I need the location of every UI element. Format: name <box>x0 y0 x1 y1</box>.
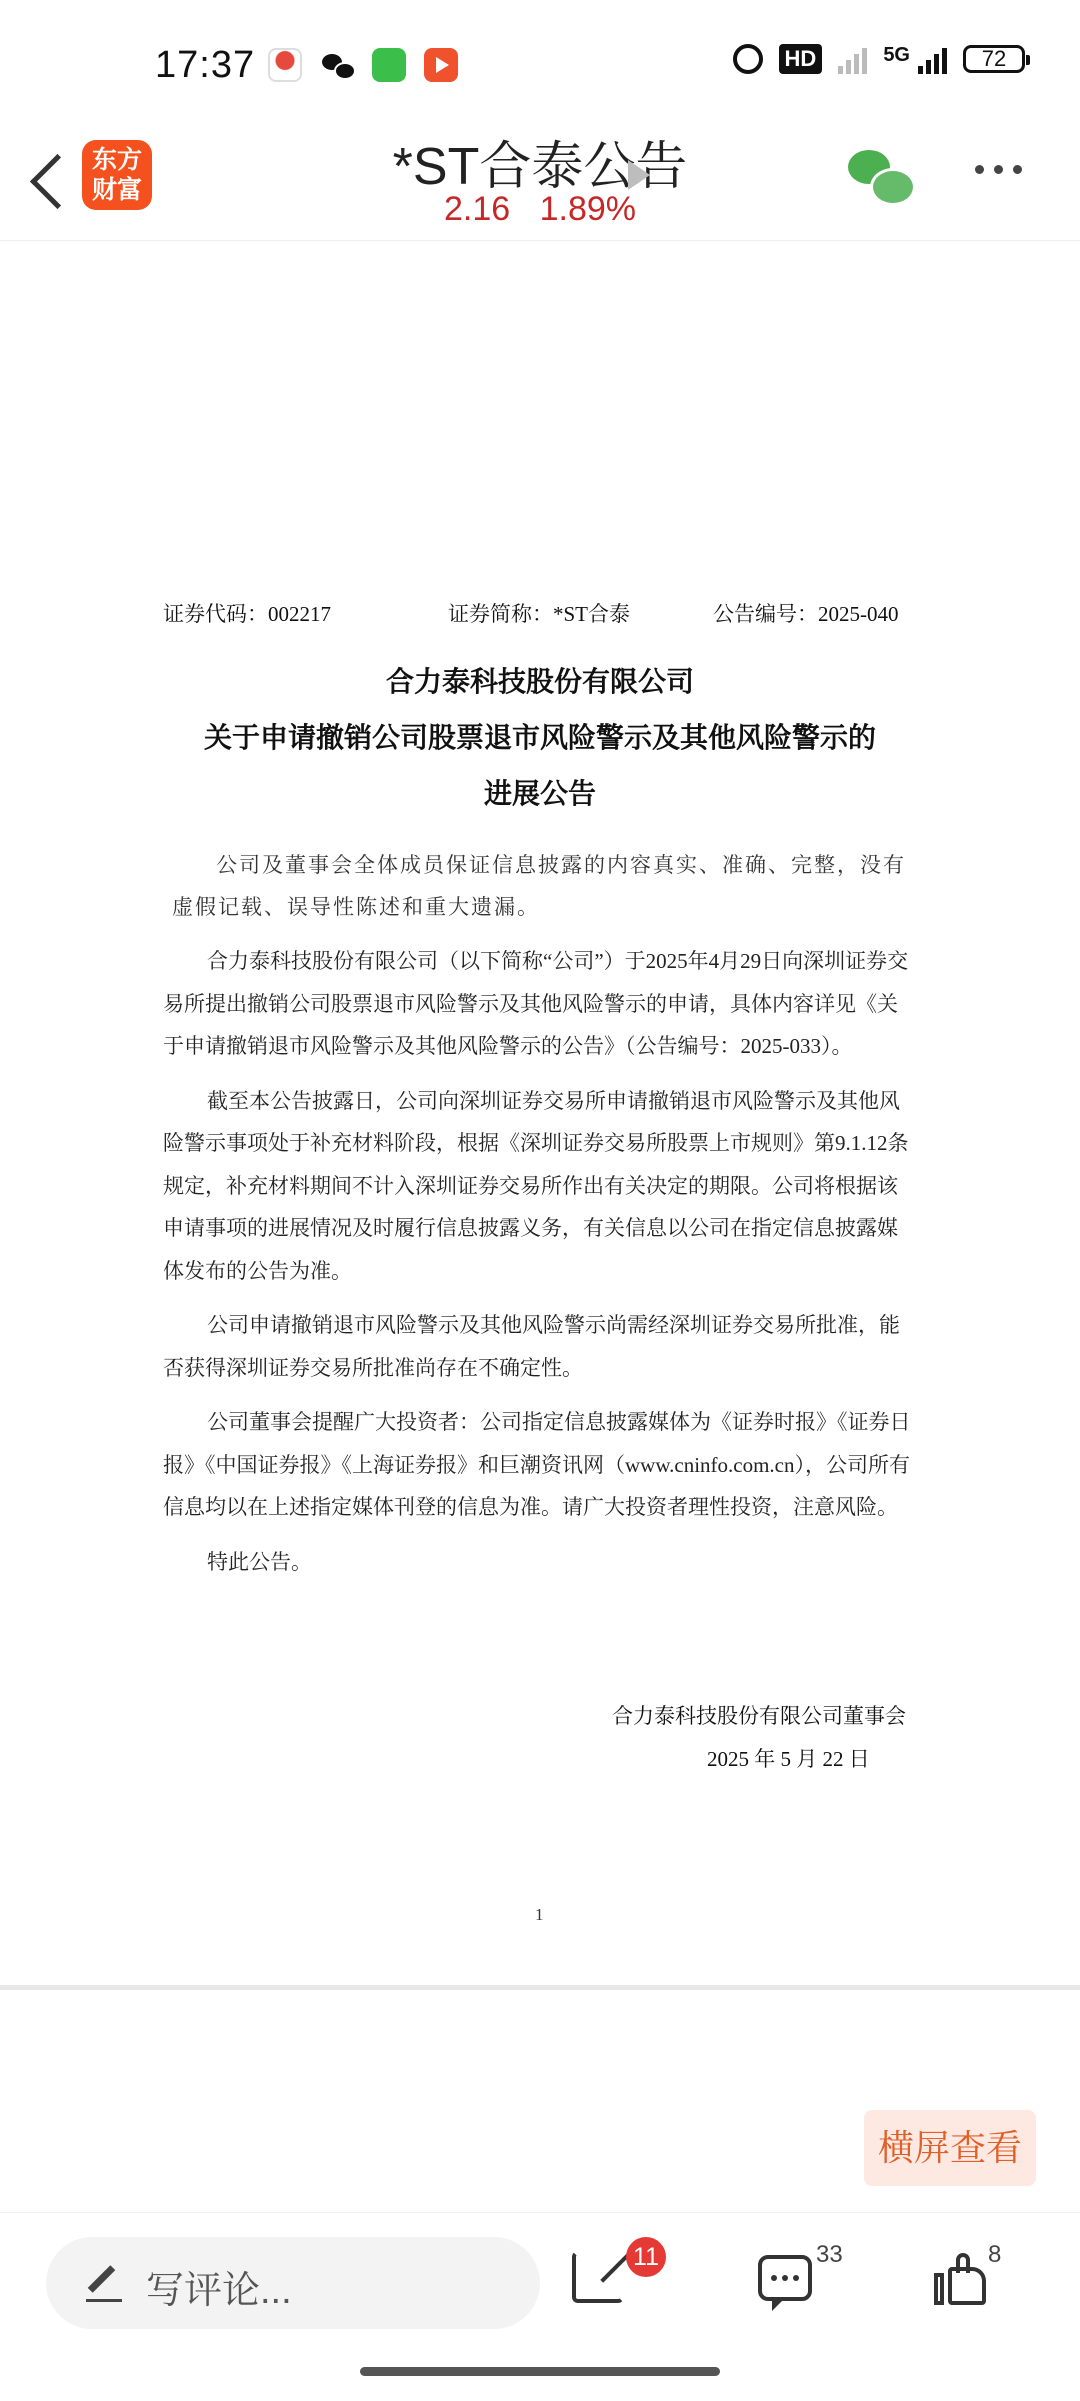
document-title-line3: 进展公告 <box>483 777 596 810</box>
notice-number: 公告编号：2025-040 <box>713 602 899 626</box>
security-short-name: 证券简称：*ST合泰 <box>448 602 631 626</box>
network-type: 5G <box>883 44 910 66</box>
wechat-icon <box>320 48 354 82</box>
signal-icon-sim2 <box>918 44 947 74</box>
body-paragraph: 公司董事会提醒广大投资者：公司指定信息披露媒体为《证券时报》《证券日报》《中国证券报》《上海证券报》和巨潮资讯网（www.cninfo.com.cn），公司所有信息均以在上述指定媒体刊登的信息为准。请广大投资者理性投资，注意风险。 <box>163 1410 911 1519</box>
top-nav <box>0 130 1080 241</box>
page-number: 1 <box>535 1905 544 1924</box>
like-count: 8 <box>988 2241 1002 2268</box>
play-icon[interactable] <box>628 160 650 190</box>
like-icon[interactable] <box>934 2253 988 2305</box>
status-time: 17:37 <box>155 44 256 86</box>
divider <box>0 1985 1080 1990</box>
signal-icon-sim1 <box>838 44 867 74</box>
share-count-badge: 11 <box>626 2237 666 2277</box>
board-statement <box>172 844 912 928</box>
comment-icon[interactable] <box>758 2255 812 2301</box>
pen-icon <box>86 2265 122 2301</box>
alarm-icon <box>733 44 763 74</box>
body-paragraph: 截至本公告披露日，公司向深圳证券交易所申请撤销退市风险警示及其他风险警示事项处于补充材料阶段，根据《深圳证券交易所股票上市规则》第9.1.12条规定，补充材料期间不计入深圳证券交易所作出有关决定的期限。公司将根据该申请事项的进展情况及时履行信息披露义务，有关信息以公司在指定信息披露媒体发布的公告为准。 <box>163 1088 909 1283</box>
body-paragraph-closing: 特此公告。 <box>207 1549 312 1574</box>
share-icon[interactable] <box>572 2251 624 2303</box>
notification-icons <box>268 48 458 82</box>
system-icons <box>733 44 1025 74</box>
document-title-company: 合力泰科技股份有限公司 <box>385 665 694 698</box>
announcement-document <box>0 240 1080 1985</box>
home-indicator[interactable] <box>360 2367 720 2376</box>
stock-price: 2.16 <box>443 190 511 228</box>
page-title: *ST合泰公告 <box>392 138 688 196</box>
video-icon <box>424 48 458 82</box>
comment-input[interactable] <box>46 2237 540 2329</box>
landscape-view-button[interactable]: 横屏查看 <box>864 2110 1036 2186</box>
stock-change: 1.89% <box>539 190 637 228</box>
body-paragraph: 合力泰科技股份有限公司（以下简称“公司”）于2025年4月29日向深圳证券交易所提出撤销公司股票退市风险警示及其他风险警示的申请，具体内容详见《关于申请撤销退市风险警示及其他风险警示的公告》（公告编号：2025-033）。 <box>163 949 909 1058</box>
board-statement-text: 公司及董事会全体成员保证信息披露的内容真实、准确、完整，没有虚假记载、误导性陈述和重大遗漏。 <box>172 853 906 919</box>
message-icon <box>372 48 406 82</box>
document-date: 2025 年 5 月 22 日 <box>707 1747 870 1771</box>
logo-text-2: 财富 <box>91 176 142 204</box>
security-code: 证券代码：002217 <box>163 602 331 626</box>
hd-icon: HD <box>779 44 823 74</box>
more-options-button[interactable] <box>975 165 1035 179</box>
stock-quote[interactable] <box>0 190 1080 229</box>
document-title-line2: 关于申请撤销公司股票退市风险警示及其他风险警示的 <box>203 721 876 754</box>
map-icon <box>268 48 302 82</box>
body-paragraph: 公司申请撤销退市风险警示及其他风险警示尚需经深圳证券交易所批准，能否获得深圳证券交易所批准尚存在不确定性。 <box>163 1313 900 1380</box>
document-body <box>163 940 915 1595</box>
comment-count: 33 <box>816 2241 843 2268</box>
battery-icon: 72 <box>963 45 1025 73</box>
signature: 合力泰科技股份有限公司董事会 <box>612 1704 906 1728</box>
comment-placeholder: 写评论... <box>146 2270 292 2312</box>
status-bar <box>0 0 1080 130</box>
logo-text-1: 东方 <box>91 146 142 174</box>
wechat-share-icon[interactable] <box>848 150 912 206</box>
